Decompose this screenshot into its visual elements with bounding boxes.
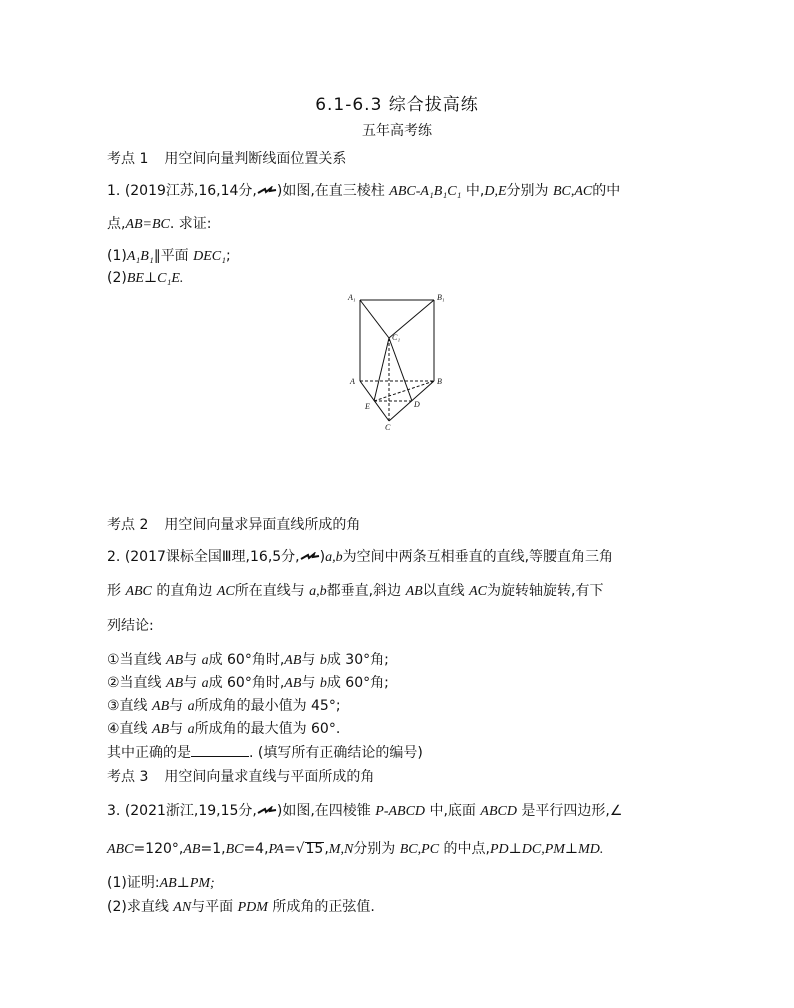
q2-conclusion-2 bbox=[107, 672, 389, 692]
difficulty-stars-icon bbox=[257, 186, 277, 196]
q3-l2-k: 分别为 bbox=[353, 841, 400, 857]
q2-l2-c: 所在直线与 bbox=[234, 583, 310, 599]
q3-l2-d: =1, bbox=[200, 841, 226, 857]
q3-number: 3. bbox=[107, 803, 121, 819]
q2-answer-line bbox=[107, 742, 423, 762]
q2-l2-e: 以直线 bbox=[422, 583, 470, 599]
difficulty-stars-icon bbox=[257, 806, 277, 816]
q3-sqrt-val: 15 bbox=[305, 841, 324, 857]
page-subtitle: 五年高考练 bbox=[362, 123, 432, 139]
q2-line-3: 列结论: bbox=[107, 618, 154, 634]
q3-source-end: ) bbox=[276, 803, 283, 819]
c4-var-a: a bbox=[187, 722, 195, 737]
q1-prism: ABC-A₁B₁C₁ bbox=[389, 184, 462, 199]
q3-p1-b: AB⊥PM; bbox=[159, 876, 215, 891]
edge-a1c1 bbox=[360, 300, 389, 338]
page-title: 6.1-6.3 综合拔高练 bbox=[315, 95, 479, 115]
q3-p2-b: AN bbox=[173, 900, 192, 915]
c2-var-b: b bbox=[319, 676, 327, 691]
q3-l2-m: 的中点, bbox=[439, 841, 490, 857]
q3-l2-g: PA bbox=[268, 842, 284, 857]
q1-source-end: ) bbox=[276, 183, 283, 199]
section-2-label: 考点 2 bbox=[107, 517, 149, 533]
q1-source: (2019江苏,16,14分, bbox=[124, 183, 257, 199]
q2-ac: AC bbox=[216, 584, 235, 599]
c4-a: ④直线 bbox=[107, 721, 153, 737]
q3-part-2 bbox=[107, 896, 375, 916]
q2-l2-a: 形 bbox=[107, 583, 126, 599]
q2-number: 2. bbox=[107, 549, 121, 565]
q1-part-2 bbox=[107, 270, 183, 287]
c1-d: 与 bbox=[301, 652, 320, 668]
q2-line-2 bbox=[107, 580, 603, 600]
q2-ans-a: 其中正确的是 bbox=[107, 745, 191, 761]
label-c1: C₁ bbox=[392, 333, 401, 342]
label-d: D bbox=[414, 400, 420, 409]
q1-p1-d: ; bbox=[226, 248, 231, 264]
q1-text-d: 的中 bbox=[592, 183, 621, 199]
q3-p2-c: 与平面 bbox=[191, 899, 238, 915]
q2-l2-f: 为旋转轴旋转,有下 bbox=[487, 583, 604, 599]
q1-p1-num: (1) bbox=[107, 248, 127, 264]
q2-l1-text: 为空间中两条互相垂直的直线,等腰直角三角 bbox=[342, 549, 614, 565]
label-a1: A₁ bbox=[348, 293, 356, 302]
q3-l1-b: 中,底面 bbox=[425, 803, 481, 819]
q2-l2-d: 都垂直,斜边 bbox=[326, 583, 406, 599]
q3-part-1 bbox=[107, 872, 215, 892]
q3-p2-a: (2)求直线 bbox=[107, 899, 174, 915]
c2-e: 成 60°角; bbox=[326, 675, 389, 691]
q3-l2-l: BC,PC bbox=[399, 842, 440, 857]
q3-line-1 bbox=[107, 800, 622, 820]
q3-p1-a: (1)证明: bbox=[107, 875, 160, 891]
c2-c: 成 60°角时, bbox=[208, 675, 285, 691]
c1-var-a: a bbox=[201, 653, 209, 668]
q2-AB: AB bbox=[405, 584, 423, 599]
label-c: C bbox=[385, 423, 391, 432]
q2-abc: ABC bbox=[125, 584, 152, 599]
q3-line-2 bbox=[107, 838, 603, 858]
q3-l2-f: =4, bbox=[243, 841, 269, 857]
q2-conclusion-3 bbox=[107, 695, 341, 715]
c4-c: 所成角的最大值为 60°. bbox=[194, 721, 341, 737]
q3-l2-h: = bbox=[283, 841, 296, 857]
q2-l2-b: 的直角边 bbox=[151, 583, 217, 599]
q1-number: 1. bbox=[107, 183, 121, 199]
q2-conclusion-4 bbox=[107, 718, 340, 738]
q2-line-1 bbox=[107, 546, 613, 566]
q3-pabcd: P-ABCD bbox=[375, 804, 426, 819]
q3-p2-e: 所成角的正弦值. bbox=[267, 899, 375, 915]
section-3-text: 用空间向量求直线与平面所成的角 bbox=[164, 769, 375, 785]
c3-a: ③直线 bbox=[107, 698, 153, 714]
c3-ab: AB bbox=[152, 699, 170, 714]
q2-conclusion-1 bbox=[107, 649, 389, 669]
q2-ab-vars: a,b bbox=[325, 550, 343, 565]
answer-blank[interactable] bbox=[191, 744, 249, 757]
section-3-label: 考点 3 bbox=[107, 769, 149, 785]
c1-b: 与 bbox=[183, 652, 202, 668]
label-e: E bbox=[365, 402, 370, 411]
q2-AC2: AC bbox=[469, 584, 488, 599]
q3-l2-n: PD⊥DC,PM⊥MD. bbox=[489, 842, 604, 857]
q1-de: D,E bbox=[484, 184, 507, 199]
c2-b: 与 bbox=[183, 675, 202, 691]
q2-ans-b: . (填写所有正确结论的编号) bbox=[249, 745, 423, 761]
c2-ab: AB bbox=[166, 676, 184, 691]
q3-source: (2021浙江,19,15分, bbox=[124, 803, 257, 819]
q3-l1-c: 是平行四边形,∠ bbox=[516, 803, 623, 819]
q2-source-end: ) bbox=[319, 549, 326, 565]
c1-ab-2: AB bbox=[284, 653, 302, 668]
q1-p1-b: ∥平面 bbox=[153, 248, 194, 264]
prism-figure bbox=[340, 288, 460, 433]
q2-ab2: a,b bbox=[309, 584, 327, 599]
c2-a: ②当直线 bbox=[107, 675, 167, 691]
q1-p2-num: (2) bbox=[107, 270, 127, 286]
q3-p2-d: PDM bbox=[237, 900, 268, 915]
section-1-text: 用空间向量判断线面位置关系 bbox=[164, 151, 347, 167]
edge-c1e bbox=[374, 338, 389, 401]
q2-source: (2017课标全国Ⅲ理,16,5分, bbox=[124, 549, 300, 565]
q1-line-1 bbox=[107, 180, 620, 200]
c1-a: ①当直线 bbox=[107, 652, 167, 668]
q1-p1-c: DEC₁ bbox=[193, 249, 227, 264]
c2-d: 与 bbox=[301, 675, 320, 691]
c4-b: 与 bbox=[169, 721, 188, 737]
c4-ab: AB bbox=[152, 722, 170, 737]
section-2-text: 用空间向量求异面直线所成的角 bbox=[164, 517, 361, 533]
q3-abcd: ABCD bbox=[480, 804, 517, 819]
section-1-heading bbox=[107, 148, 346, 168]
c3-var-a: a bbox=[187, 699, 195, 714]
section-1-label: 考点 1 bbox=[107, 151, 149, 167]
section-2-heading bbox=[107, 514, 360, 534]
c3-c: 所成角的最小值为 45°; bbox=[194, 698, 341, 714]
difficulty-stars-icon bbox=[300, 552, 320, 562]
q3-l2-j: M,N bbox=[328, 842, 354, 857]
q1-bcac: BC,AC bbox=[552, 184, 593, 199]
section-3-heading bbox=[107, 766, 374, 786]
q1-text-a: 如图,在直三棱柱 bbox=[282, 183, 390, 199]
label-b: B bbox=[437, 377, 442, 386]
q1-p1-a: A₁B₁ bbox=[126, 249, 154, 264]
q3-l1-a: 如图,在四棱锥 bbox=[282, 803, 376, 819]
q1-line2-b: . 求证: bbox=[169, 216, 212, 232]
edge-c1d bbox=[389, 338, 412, 401]
q1-abbc: AB=BC bbox=[125, 217, 170, 232]
c1-c: 成 60°角时, bbox=[208, 652, 285, 668]
c1-var-b: b bbox=[319, 653, 327, 668]
edge-eb bbox=[374, 381, 434, 401]
q1-part-1 bbox=[107, 245, 231, 265]
c1-ab: AB bbox=[166, 653, 184, 668]
q3-l2-i: , bbox=[324, 841, 329, 857]
q1-line-2 bbox=[107, 213, 212, 233]
sqrt-symbol: √ bbox=[295, 841, 305, 857]
c3-b: 与 bbox=[169, 698, 188, 714]
label-a: A bbox=[350, 377, 355, 386]
label-b1: B₁ bbox=[437, 293, 445, 302]
q1-text-b: 中, bbox=[461, 183, 485, 199]
q3-l2-b: =120°, bbox=[133, 841, 184, 857]
q3-l2-e: BC bbox=[225, 842, 244, 857]
q3-l2-c: AB bbox=[183, 842, 201, 857]
c1-e: 成 30°角; bbox=[326, 652, 389, 668]
q1-line2-a: 点, bbox=[107, 216, 126, 232]
q1-p2-a: BE⊥C₁E. bbox=[126, 271, 184, 286]
q1-text-c: 分别为 bbox=[506, 183, 553, 199]
c2-ab-2: AB bbox=[284, 676, 302, 691]
c2-var-a: a bbox=[201, 676, 209, 691]
q3-l2-a: ABC bbox=[107, 842, 134, 857]
